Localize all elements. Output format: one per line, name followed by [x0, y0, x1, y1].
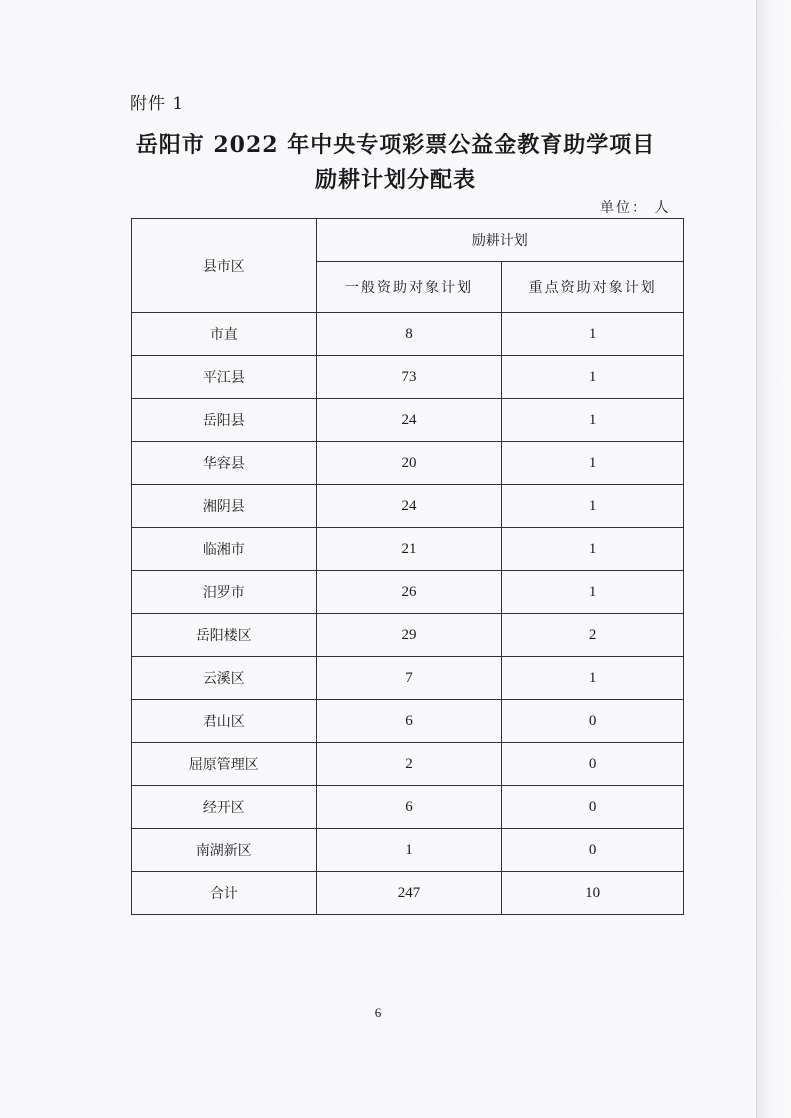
general-cell: 7 [316, 657, 502, 700]
table-row [132, 399, 684, 442]
key-cell: 1 [502, 657, 684, 700]
key-cell: 1 [502, 485, 684, 528]
table-row [132, 442, 684, 485]
region-cell: 华容县 [132, 442, 317, 485]
header-group: 励耕计划 [316, 219, 683, 262]
table-row [132, 829, 684, 872]
key-cell: 1 [502, 356, 684, 399]
table-row [132, 872, 684, 915]
header-general: 一般资助对象计划 [316, 262, 502, 313]
region-cell: 君山区 [132, 700, 317, 743]
general-cell: 6 [316, 786, 502, 829]
general-cell: 8 [316, 313, 502, 356]
header-region: 县市区 [132, 219, 317, 313]
table-row [132, 528, 684, 571]
region-cell: 市直 [132, 313, 317, 356]
table-body [132, 313, 684, 915]
key-cell: 1 [502, 442, 684, 485]
key-cell: 0 [502, 829, 684, 872]
key-cell: 1 [502, 313, 684, 356]
general-cell: 29 [316, 614, 502, 657]
general-cell: 1 [316, 829, 502, 872]
region-cell: 临湘市 [132, 528, 317, 571]
general-cell: 73 [316, 356, 502, 399]
general-cell: 2 [316, 743, 502, 786]
document-title: 岳阳市 2022 年中央专项彩票公益金教育助学项目 [135, 132, 656, 158]
key-cell: 2 [502, 614, 684, 657]
header-key: 重点资助对象计划 [502, 262, 684, 313]
table-row [132, 786, 684, 829]
table-row [132, 743, 684, 786]
general-cell: 20 [316, 442, 502, 485]
table-row [132, 356, 684, 399]
region-cell: 岳阳楼区 [132, 614, 317, 657]
page-number: 6 [374, 1005, 382, 1020]
attachment-label: 附件 1 [130, 94, 185, 114]
region-cell: 云溪区 [132, 657, 317, 700]
general-cell: 21 [316, 528, 502, 571]
general-cell: 247 [316, 872, 502, 915]
region-cell: 南湖新区 [132, 829, 317, 872]
table-row [132, 614, 684, 657]
unit-label: 单位： 人 [600, 200, 671, 216]
table-row [132, 657, 684, 700]
table-row [132, 485, 684, 528]
general-cell: 24 [316, 485, 502, 528]
table-row [132, 571, 684, 614]
key-cell: 0 [502, 700, 684, 743]
region-cell: 屈原管理区 [132, 743, 317, 786]
region-cell: 平江县 [132, 356, 317, 399]
region-cell: 经开区 [132, 786, 317, 829]
general-cell: 6 [316, 700, 502, 743]
table-row [132, 313, 684, 356]
document-subtitle: 励耕计划分配表 [314, 167, 476, 193]
page-edge [756, 0, 791, 1118]
allocation-table [131, 218, 684, 915]
table-row [132, 700, 684, 743]
general-cell: 24 [316, 399, 502, 442]
key-cell: 0 [502, 743, 684, 786]
region-cell: 湘阴县 [132, 485, 317, 528]
region-cell: 汨罗市 [132, 571, 317, 614]
region-cell: 合计 [132, 872, 317, 915]
key-cell: 10 [502, 872, 684, 915]
key-cell: 1 [502, 528, 684, 571]
key-cell: 1 [502, 571, 684, 614]
key-cell: 0 [502, 786, 684, 829]
region-cell: 岳阳县 [132, 399, 317, 442]
key-cell: 1 [502, 399, 684, 442]
general-cell: 26 [316, 571, 502, 614]
